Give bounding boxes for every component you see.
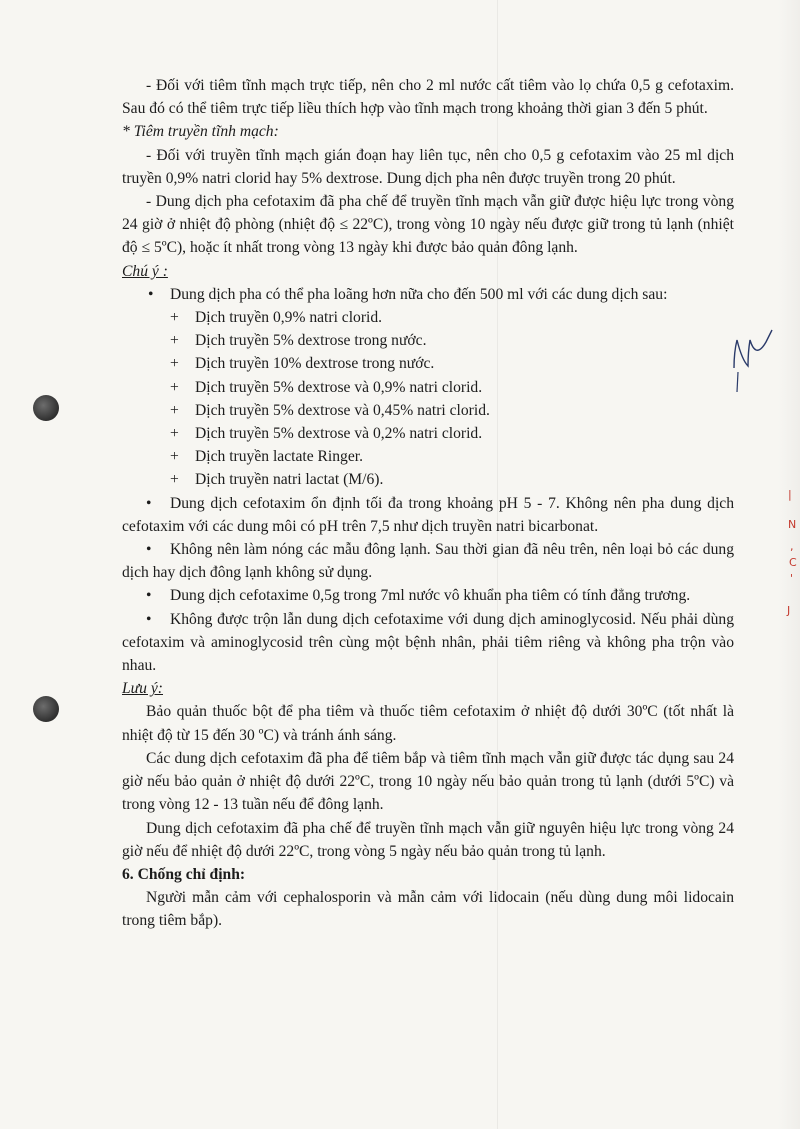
- paragraph-infusion: - Đối với truyền tĩnh mạch gián đoạn hay liên tục, nên cho 0,5 g cefotaxim vào 25 ml dịch truyền 0,9% natri clorid hay 5% dextrose. Dung dịch pha nên được truyền trong 20 phút.: [122, 146, 734, 187]
- diluent-item: [122, 306, 734, 329]
- margin-fragment: N: [788, 518, 797, 531]
- margin-fragment: ': [790, 572, 794, 585]
- note-heading: [122, 260, 734, 283]
- punch-hole-top: [33, 395, 59, 421]
- plus-marker: +: [170, 332, 179, 350]
- paragraph-contraindications: Người mẫn cảm với cephalosporin và mẫn cảm với lidocain (nếu dùng dung môi lidocain trong tiêm bắp).: [122, 889, 734, 930]
- plus-marker: +: [170, 471, 179, 489]
- handwritten-initials: [728, 322, 776, 394]
- diluent-text: Dịch truyền natri lactat (M/6).: [195, 471, 384, 489]
- plus-marker: +: [170, 355, 179, 373]
- plus-marker: +: [170, 425, 179, 443]
- bullet-item: [122, 283, 734, 306]
- paragraph-reconstituted: Các dung dịch cefotaxim đã pha để tiêm bắp và tiêm tĩnh mạch vẫn giữ được tác dụng sau 24 giờ nếu bảo quản ở nhiệt độ dưới 22ºC, trong 10 ngày nếu bảo quản trong tủ lạnh (dưới 5ºC) và trong vòng 12 - 13 tuần nếu để đông lạnh.: [122, 749, 734, 814]
- bullet-paragraph: [122, 492, 734, 538]
- margin-fragment: J: [787, 604, 791, 617]
- margin-fragment: C: [789, 556, 797, 569]
- bullet-marker: •: [148, 285, 154, 303]
- bullet-paragraph: [122, 584, 734, 607]
- punch-hole-bottom: [33, 696, 59, 722]
- plus-marker: +: [170, 448, 179, 466]
- diluent-text: Dịch truyền 5% dextrose và 0,2% natri clorid.: [195, 425, 483, 443]
- diluent-item: [122, 422, 734, 445]
- caution-heading-label: Lưu ý:: [122, 680, 163, 698]
- diluent-text: Dịch truyền 0,9% natri clorid.: [195, 309, 383, 327]
- heading-iv-infusion: * Tiêm truyền tĩnh mạch:: [122, 123, 279, 141]
- diluent-item: [122, 468, 734, 491]
- diluent-text: Dịch truyền lactate Ringer.: [195, 448, 364, 466]
- diluent-text: Dịch truyền 5% dextrose và 0,45% natri clorid.: [195, 401, 490, 419]
- plus-marker: +: [170, 378, 179, 396]
- diluent-item: [122, 329, 734, 352]
- bullet-marker: •: [146, 610, 152, 628]
- bullet-marker: •: [146, 541, 152, 559]
- bullet-text: Không nên làm nóng các mẫu đông lạnh. Sau thời gian đã nêu trên, nên loại bỏ các dung dịch hay dịch đông lạnh không sử dụng.: [122, 541, 734, 582]
- bullet-text: Dung dịch pha có thể pha loãng hơn nữa cho đến 500 ml với các dung dịch sau:: [170, 285, 668, 303]
- paragraph-direct-iv: - Đối với tiêm tĩnh mạch trực tiếp, nên cho 2 ml nước cất tiêm vào lọ chứa 0,5 g cefotaxim. Sau đó có thể tiêm trực tiếp liều thích hợp vào tĩnh mạch trong khoảng thời gian 3 đến 5 phút.: [122, 77, 734, 118]
- diluent-item: [122, 376, 734, 399]
- diluent-item: [122, 352, 734, 375]
- margin-fragment: ,: [790, 540, 794, 553]
- paragraph-storage: Bảo quản thuốc bột để pha tiêm và thuốc tiêm cefotaxim ở nhiệt độ dưới 30ºC (tốt nhất là nhiệt độ từ 15 đến 30 ºC) và tránh ánh sáng.: [122, 703, 734, 744]
- document-body: [122, 74, 734, 933]
- bullet-paragraph: [122, 538, 734, 584]
- diluent-text: Dịch truyền 5% dextrose và 0,9% natri clorid.: [195, 378, 483, 396]
- plus-marker: +: [170, 309, 179, 327]
- diluent-item: [122, 445, 734, 468]
- caution-heading: [122, 677, 734, 700]
- diluent-item: [122, 399, 734, 422]
- diluent-text: Dịch truyền 10% dextrose trong nước.: [195, 355, 435, 373]
- bullet-text: Không được trộn lẫn dung dịch cefotaxime với dung dịch aminoglycosid. Nếu phải dùng cefotaxim và aminoglycosid trên cùng một bệnh nhân, phải tiêm riêng và không pha trộn vào nhau.: [122, 610, 734, 675]
- margin-fragment: |: [788, 488, 792, 501]
- note-heading-label: Chú ý :: [122, 262, 168, 280]
- bullet-paragraph: [122, 608, 734, 678]
- paragraph-stability: - Dung dịch pha cefotaxim đã pha chế để truyền tĩnh mạch vẫn giữ được hiệu lực trong vòng 24 giờ ở nhiệt độ phòng (nhiệt độ ≤ 22ºC), trong vòng 10 ngày nếu được giữ trong tủ lạnh (nhiệt độ ≤ 5ºC), hoặc ít nhất trong vòng 13 ngày khi được bảo quản đông lạnh.: [122, 193, 734, 257]
- diluent-list: [122, 306, 734, 492]
- bullet-text: Dung dịch cefotaxime 0,5g trong 7ml nước vô khuẩn pha tiêm có tính đẳng trương.: [170, 587, 691, 605]
- plus-marker: +: [170, 401, 179, 419]
- bullet-marker: •: [146, 587, 152, 605]
- bullet-marker: •: [146, 494, 152, 512]
- bullet-text: Dung dịch cefotaxim ổn định tối đa trong khoảng pH 5 - 7. Không nên pha dung dịch cefotaxim với các dung môi có pH trên 7,5 như dịch truyền natri bicarbonat.: [122, 494, 734, 535]
- section-heading-contraindications: 6. Chống chỉ định:: [122, 865, 246, 883]
- diluent-text: Dịch truyền 5% dextrose trong nước.: [195, 332, 427, 350]
- paragraph-infusion-stability: Dung dịch cefotaxim đã pha chế để truyền tĩnh mạch vẫn giữ nguyên hiệu lực trong vòng 24 giờ nếu để nhiệt độ dưới 22ºC, trong vòng 5 ngày nếu bảo quản trong tủ lạnh.: [122, 819, 734, 860]
